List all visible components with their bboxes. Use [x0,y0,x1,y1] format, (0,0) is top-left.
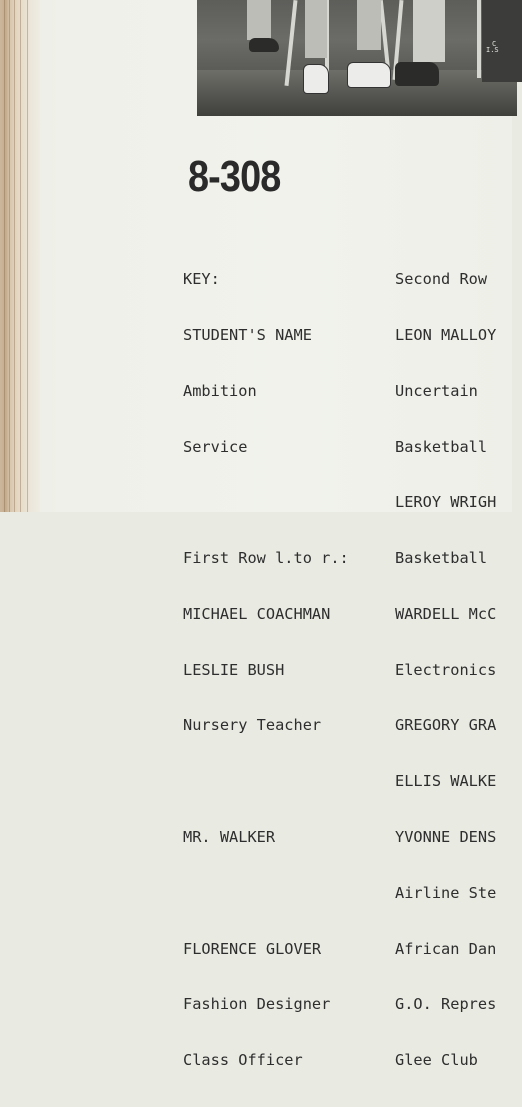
caption-line: Fashion Designer [183,995,331,1014]
caption-line: Nursery Teacher [183,716,322,735]
class-photo [197,0,517,116]
caption-line: Second Row [395,270,488,289]
caption-line: First Row l.to r.: [183,549,349,568]
caption-line: Class Officer [183,1051,303,1070]
caption-line: FLORENCE GLOVER [183,939,322,958]
caption-line: Ambition [183,381,257,400]
caption-line: LEON MALLOY [395,325,497,344]
caption-line: KEY: [183,270,220,289]
caption-line: MICHAEL COACHMAN [183,604,331,623]
book-binding [0,0,40,512]
caption-line: Uncertain [395,381,478,400]
caption-line [183,772,349,791]
caption-line: Basketball [395,549,488,568]
caption-line: Airline Ste [395,883,497,902]
caption-line: STUDENT'S NAME [183,325,312,344]
caption-line: Service [183,437,248,456]
left-caption-column [183,233,349,1107]
caption-line: YVONNE DENS [395,828,497,846]
caption-line: African Dan [395,939,497,958]
caption-line: MR. WALKER [183,828,276,846]
caption-line: LESLIE BUSH [183,660,285,679]
caption-line: WARDELL McC [395,604,497,623]
caption-line: G.O. Repres [395,995,497,1014]
caption-line: ELLIS WALKE [395,772,497,791]
caption-line: LEROY WRIGH [395,493,497,512]
photo-board-line-2: C [492,40,497,48]
caption-line: Glee Club [395,1051,478,1070]
caption-line: GREGORY GRA [395,716,497,735]
caption-line: Basketball [395,437,488,456]
caption-line [183,493,349,512]
caption-line: Electronics [395,660,497,679]
room-number-heading: 8-308 [188,152,281,201]
photo-board-line-1: I.S [486,46,499,54]
caption-line [183,884,349,903]
right-caption-column [395,233,496,1107]
